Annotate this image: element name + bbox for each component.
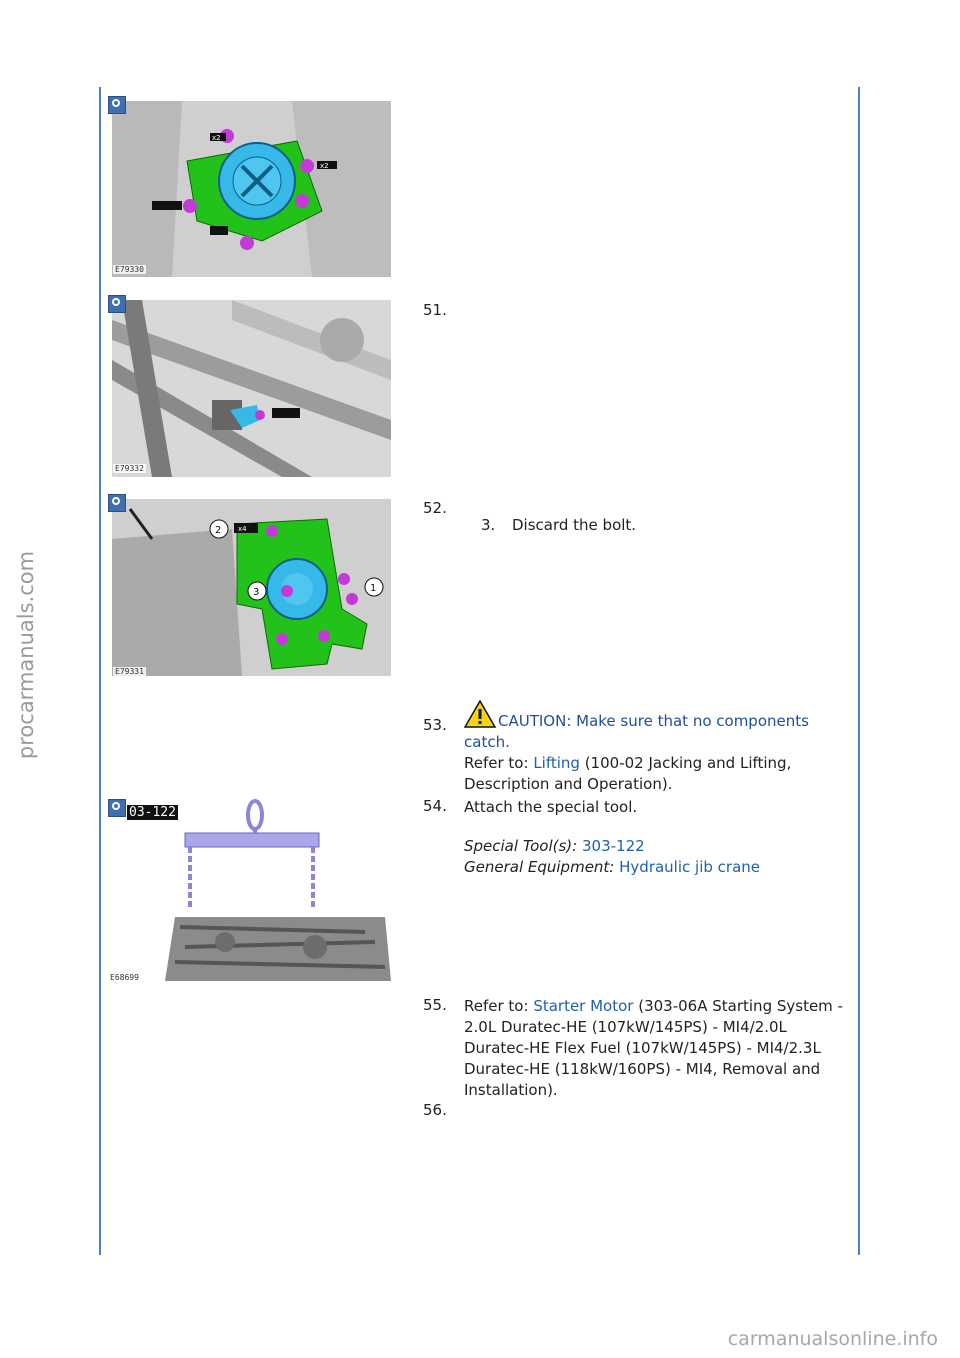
figure-code: E79332 xyxy=(115,464,144,473)
zoom-icon[interactable] xyxy=(108,295,126,313)
equipment-link[interactable]: Hydraulic jib crane xyxy=(619,858,760,876)
callout-2: 2 xyxy=(215,525,222,536)
step-number: 51. xyxy=(423,301,447,319)
general-equipment-label: General Equipment: xyxy=(464,858,615,876)
zoom-icon[interactable] xyxy=(108,494,126,512)
figure-code: E79331 xyxy=(115,667,144,676)
bottom-watermark: carmanualsonline.info xyxy=(727,1328,938,1350)
svg-text:x2: x2 xyxy=(320,162,329,170)
right-margin-rule xyxy=(858,87,860,1255)
step-number: 52. xyxy=(423,499,447,517)
figure-code: E79330 xyxy=(115,265,144,274)
caution-text: CAUTION: Make sure that no components catch. xyxy=(464,712,809,751)
side-watermark: procarmanuals.com xyxy=(14,550,38,760)
figure-code: E68699 xyxy=(110,973,139,982)
figure-e79330 xyxy=(112,101,391,277)
lifting-link[interactable]: Lifting xyxy=(533,754,580,772)
special-tool-link[interactable]: 303-122 xyxy=(582,837,645,855)
step-number: 54. xyxy=(423,797,447,815)
refer-line: Refer to: Lifting (100-02 Jacking and Lifting, Description and Operation). xyxy=(464,754,792,793)
callout-3: 3 xyxy=(253,587,260,598)
figure-e68699 xyxy=(165,797,391,981)
zoom-icon[interactable] xyxy=(108,96,126,114)
callout-x2: x2 xyxy=(212,134,221,142)
callout-1: 1 xyxy=(370,583,377,594)
warning-icon xyxy=(464,700,496,728)
zoom-icon[interactable] xyxy=(108,799,126,817)
step-54-text: Attach the special tool. Special Tool(s): 303-122 General Equipment: Hydraulic jib crane xyxy=(464,798,760,876)
caution-block xyxy=(464,700,854,753)
sub-step-text: Discard the bolt. xyxy=(512,516,637,534)
step-number: 53. xyxy=(423,716,447,734)
step-number: 55. xyxy=(423,996,447,1014)
figure-e79332 xyxy=(112,300,391,477)
figure-e79331 xyxy=(112,499,391,676)
callout-x4: x4 xyxy=(238,525,247,533)
step-number: 56. xyxy=(423,1101,447,1119)
step-55-text: Refer to: Starter Motor (303-06A Starting System - 2.0L Duratec-HE (107kW/145PS) - MI4/2.0L Duratec-HE Flex Fuel (107kW/145PS) - MI4/2.3L Duratec-HE (118kW/160PS) - MI4, Removal and Installation). xyxy=(464,997,843,1099)
step-53-text xyxy=(464,700,854,795)
left-margin-rule xyxy=(99,87,101,1255)
special-tool-label: Special Tool(s): xyxy=(464,837,578,855)
tool-label: 03-122 xyxy=(129,805,176,820)
starter-motor-link[interactable]: Starter Motor xyxy=(533,997,634,1015)
sub-step-number: 3. xyxy=(481,516,496,534)
